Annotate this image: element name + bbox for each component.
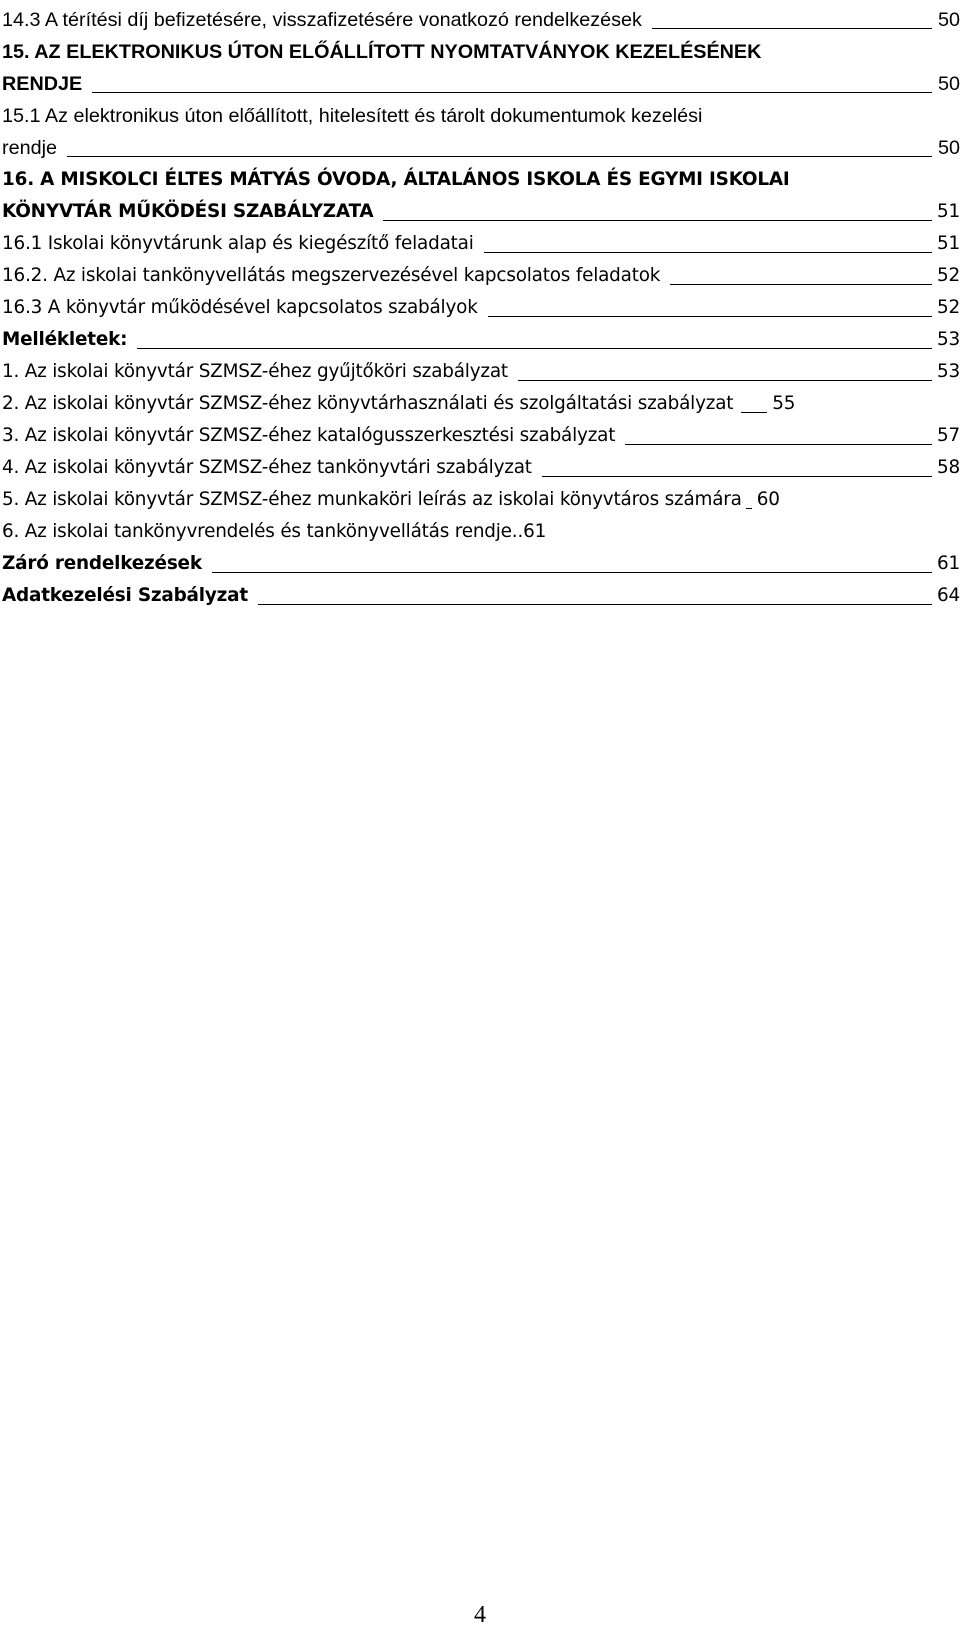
toc-page-number: 52 — [936, 265, 960, 286]
toc-entry-14-3[interactable] — [2, 0, 960, 32]
toc-entry-15-1-line2[interactable] — [2, 128, 960, 160]
toc-leader-line — [518, 379, 932, 381]
toc-leader-line — [488, 315, 932, 317]
toc-leader-line — [212, 571, 932, 573]
toc-entry-annex-4[interactable] — [2, 448, 960, 480]
toc-page-number: 55 — [772, 393, 796, 414]
toc-page-number: 51 — [936, 233, 960, 254]
toc-entry-15-1-line1[interactable] — [2, 96, 960, 128]
toc-page-number: 50 — [937, 137, 960, 159]
toc-entry-title: 16.1 Iskolai könyvtárunk alap és kiegészítő feladatai — [2, 233, 474, 254]
toc-entry-title: 3. Az iskolai könyvtár SZMSZ-éhez katalógusszerkesztési szabályzat — [2, 425, 616, 446]
toc-leader-line — [670, 283, 932, 285]
toc-entry-16-3[interactable] — [2, 288, 960, 320]
toc-leader-line — [92, 91, 932, 93]
toc-entry-title: 14.3 A térítési díj befizetésére, visszafizetésére vonatkozó rendelkezések — [2, 9, 642, 31]
toc-entry-title-continued: RENDJE — [2, 73, 83, 95]
toc-entry-zaro-rendelkezesek[interactable] — [2, 544, 960, 576]
toc-entry-15-line2[interactable] — [2, 64, 960, 96]
toc-entry-title: 16.3 A könyvtár működésével kapcsolatos szabályok — [2, 297, 478, 318]
toc-page-number: 51 — [936, 201, 960, 222]
toc-page-number: 53 — [936, 361, 960, 382]
toc-page-number: 50 — [937, 9, 960, 31]
toc-leader-line — [746, 507, 752, 509]
toc-entry-16-2[interactable] — [2, 256, 960, 288]
toc-entry-title: 16.2. Az iskolai tankönyvellátás megszervezésével kapcsolatos feladatok — [2, 265, 661, 286]
toc-leader-line — [484, 251, 932, 253]
toc-entry-title: 15. AZ ELEKTRONIKUS ÚTON ELŐÁLLÍTOTT NYOMTATVÁNYOK KEZELÉSÉNEK — [2, 41, 762, 63]
toc-page-number: 50 — [937, 73, 960, 95]
toc-leader-line — [258, 603, 932, 605]
toc-entry-title: 1. Az iskolai könyvtár SZMSZ-éhez gyűjtőköri szabályzat — [2, 361, 508, 382]
toc-entry-title: Mellékletek: — [2, 329, 128, 350]
toc-page-number: 61 — [936, 553, 960, 574]
toc-leader-line — [741, 411, 767, 413]
toc-entry-title: Adatkezelési Szabályzat — [2, 585, 248, 606]
toc-entry-annex-3[interactable] — [2, 416, 960, 448]
toc-entry-15-line1[interactable] — [2, 32, 960, 64]
table-of-contents — [2, 0, 960, 608]
toc-page-number: 64 — [936, 585, 960, 606]
toc-page-number: 53 — [936, 329, 960, 350]
toc-entry-title: 6. Az iskolai tankönyvrendelés és tankönyvellátás rendje..61 — [2, 521, 547, 542]
toc-entry-title: 5. Az iskolai könyvtár SZMSZ-éhez munkaköri leírás az iskolai könyvtáros számára — [2, 489, 742, 510]
toc-entry-annex-2[interactable] — [2, 384, 960, 416]
toc-entry-adatkezelesi-szabalyzat[interactable] — [2, 576, 960, 608]
toc-page-number: 60 — [756, 489, 780, 510]
toc-entry-title: Záró rendelkezések — [2, 553, 202, 574]
toc-entry-title: 16. A MISKOLCI ÉLTES MÁTYÁS ÓVODA, ÁLTALÁNOS ISKOLA ÉS EGYMI ISKOLAI — [2, 169, 790, 190]
toc-entry-annex-1[interactable] — [2, 352, 960, 384]
toc-page-number: 57 — [936, 425, 960, 446]
toc-page-number: 52 — [936, 297, 960, 318]
toc-page-number: 58 — [936, 457, 960, 478]
toc-entry-title: 2. Az iskolai könyvtár SZMSZ-éhez könyvtárhasználati és szolgáltatási szabályzat — [2, 393, 734, 414]
toc-leader-line — [625, 443, 932, 445]
toc-entry-16-1[interactable] — [2, 224, 960, 256]
toc-entry-title-continued: KÖNYVTÁR MŰKÖDÉSI SZABÁLYZATA — [2, 201, 374, 222]
page-footer-number: 4 — [474, 1602, 486, 1628]
toc-entry-mellekletek[interactable] — [2, 320, 960, 352]
toc-entry-16-line1[interactable] — [2, 160, 960, 192]
toc-leader-line — [542, 475, 932, 477]
toc-entry-annex-5[interactable] — [2, 480, 960, 512]
toc-leader-line — [67, 155, 932, 157]
toc-leader-line — [383, 219, 932, 221]
toc-entry-title-continued: rendje — [2, 137, 57, 159]
toc-entry-annex-6[interactable] — [2, 512, 960, 544]
toc-leader-line — [137, 347, 932, 349]
toc-entry-title: 4. Az iskolai könyvtár SZMSZ-éhez tankönyvtári szabályzat — [2, 457, 532, 478]
toc-entry-16-line2[interactable] — [2, 192, 960, 224]
toc-entry-title: 15.1 Az elektronikus úton előállított, hitelesített és tárolt dokumentumok kezelési — [2, 105, 703, 127]
toc-leader-line — [652, 27, 932, 29]
